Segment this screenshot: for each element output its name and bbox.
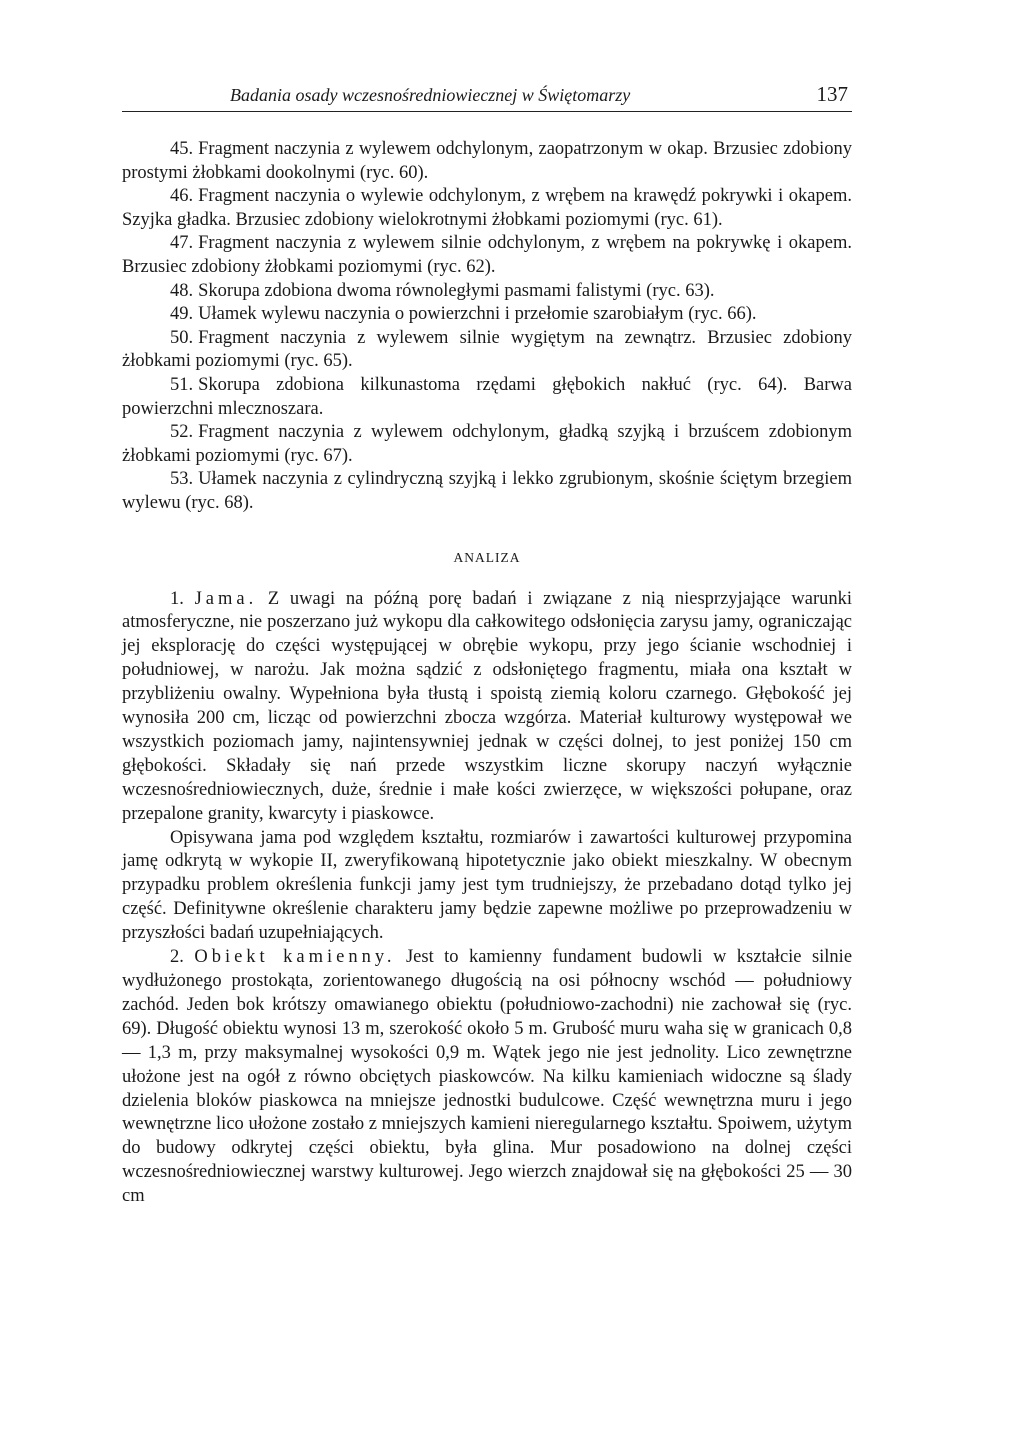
paragraph-text: Opisywana jama pod względem kształtu, rozmiarów i zawartości kulturowej przypomina jamę odkrytą w wykopie II, zweryfikowaną hipotetycznie jako obiekt mieszkalny. W obecnym przypadku problem określenia funkcji jamy jest tym trudniejszy, że przebadano dotąd tylko jej część. Definitywne określenie charakteru jamy będzie zapewne możliwe po przeprowadzeniu w przyszłości badań uzupełniających.: [122, 827, 852, 944]
paragraph-term: Obiekt kamienny.: [194, 947, 396, 968]
paragraph-text: Z uwagi na późną porę badań i związane z nią niesprzyjające warunki atmosferyczne, nie poszerzano już wykopu dla całkowitego odsłonięcia zarysu jamy, ograniczając jej eksplorację do części występującej w obrębie wykopu, przy jego ścianie wschodniej i południowej, w narożu. Jak można sądzić z odsłoniętego fragmentu, miała ona kształt w przybliżeniu owalny. Wypełniona była tłustą i spoistą ziemią koloru czarnego. Głębokość jej wynosiła 200 cm, licząc od powierzchni zbocza wzgórza. Materiał kulturowy występował we wszystkich poziomach jamy, najintensywniej jednak w części dolnej, to jest poniżej 150 cm głębokości. Składały się nań przede wszystkim liczne skorupy naczyń wyłącznie wczesnośredniowiecznych, duże, średnie i małe kości zwierzęce, w większości połupane, oraz przepalone granity, kwarcyty i piaskowce.: [122, 588, 852, 824]
catalog-entry-52: [122, 421, 852, 468]
entry-number: 45.: [170, 139, 194, 159]
entry-text: Fragment naczynia z wylewem silnie wygiętym na zewnątrz. Brzusiec zdobiony żłobkami poziomymi (ryc. 65).: [122, 327, 852, 372]
entry-number: 46.: [170, 186, 194, 207]
catalog-entry-47: [122, 232, 852, 279]
analysis-paragraph-pit: [122, 588, 852, 827]
entry-number: 50.: [170, 327, 194, 348]
paragraph-text: Jest to kamienny fundament budowli w kształcie silnie wydłużonego prostokąta, zorientowanego długością na osi północny wschód — południowy zachód. Jeden bok krótszy omawianego obiektu (południowo-zachodni) nie zachował się (ryc. 69). Długość obiektu wynosi 13 m, szerokość około 5 m. Grubość muru waha się w granicach 0,8 — 1,3 m, przy maksymalnej wysokości 0,9 m. Wątek jego nie jest jednolity. Lico zewnętrzne ułożone jest na ogół z równo obciętych piaskowców. Na kilku kamieniach widoczne są ślady dzielenia bloków piaskowca na mniejsze jednostki budulcowe. Część wewnętrzna muru i jego wewnętrzne lico ułożone zostało z mniejszych kamieni nieregularnego kształtu. Spoiwem, użytym do budowy odkrytej części obiektu, była glina. Mur posadowiono na dolnej części wczesnośredniowiecznej warstwy kulturowej. Jego wierzch znajdował się na głębokości 25 — 30 cm: [122, 947, 853, 1207]
entry-number: 51.: [170, 374, 194, 395]
entry-number: 47.: [170, 233, 194, 254]
section-heading: ANALIZA: [453, 549, 521, 565]
entry-text: Fragment naczynia z wylewem odchylonym, gładką szyjką i brzuścem zdobionym żłobkami poziomymi (ryc. 67).: [122, 422, 852, 466]
catalog-entry-53: [122, 468, 852, 515]
catalog-entry-48: [122, 280, 852, 304]
catalog-entry-46: [122, 185, 852, 232]
document-page: [122, 82, 852, 1209]
entry-number: 53.: [170, 469, 194, 490]
entry-number: 48.: [170, 280, 194, 301]
analysis-section: [122, 588, 852, 1210]
entry-number: 52.: [170, 422, 194, 443]
paragraph-number: 2.: [170, 947, 184, 968]
page-number: 137: [816, 82, 848, 106]
entry-text: Ułamek wylewu naczynia o powierzchni i przełomie szarobiałym (ryc. 66).: [198, 304, 757, 325]
analysis-paragraph-pit-function: [122, 827, 852, 947]
entry-text: Skorupa zdobiona dwoma równoległymi pasmami falistymi (ryc. 63).: [198, 280, 715, 301]
running-title: Badania osady wczesnośredniowiecznej w Świętomarzy: [230, 85, 631, 105]
catalog-entry-50: [122, 327, 852, 374]
catalog-entry-45: [122, 138, 852, 185]
catalog-list: [122, 138, 852, 516]
running-head: [122, 82, 852, 112]
paragraph-term: Jama.: [194, 588, 258, 609]
entry-text: Fragment naczynia o wylewie odchylonym, z wrębem na krawędź pokrywki i okapem. Szyjka gładka. Brzusiec zdobiony wielokrotnymi żłobkami poziomymi (ryc. 61).: [122, 186, 852, 230]
entry-text: Fragment naczynia z wylewem odchylonym, zaopatrzonym w okap. Brzusiec zdobiony prostymi żłobkami dookolnymi (ryc. 60).: [122, 139, 852, 183]
paragraph-number: 1.: [170, 588, 184, 609]
analysis-paragraph-stone-object: [122, 946, 852, 1209]
entry-text: Fragment naczynia z wylewem silnie odchylonym, z wrębem na pokrywkę i okapem. Brzusiec zdobiony żłobkami poziomymi (ryc. 62).: [122, 233, 852, 277]
catalog-entry-51: [122, 374, 852, 421]
entry-number: 49.: [170, 304, 194, 325]
entry-text: Ułamek naczynia z cylindryczną szyjką i lekko zgrubionym, skośnie ściętym brzegiem wylewu (ryc. 68).: [122, 469, 852, 513]
catalog-entry-49: [122, 303, 852, 327]
entry-text: Skorupa zdobiona kilkunastoma rzędami głębokich nakłuć (ryc. 64). Barwa powierzchni mlecznoszara.: [122, 374, 852, 419]
